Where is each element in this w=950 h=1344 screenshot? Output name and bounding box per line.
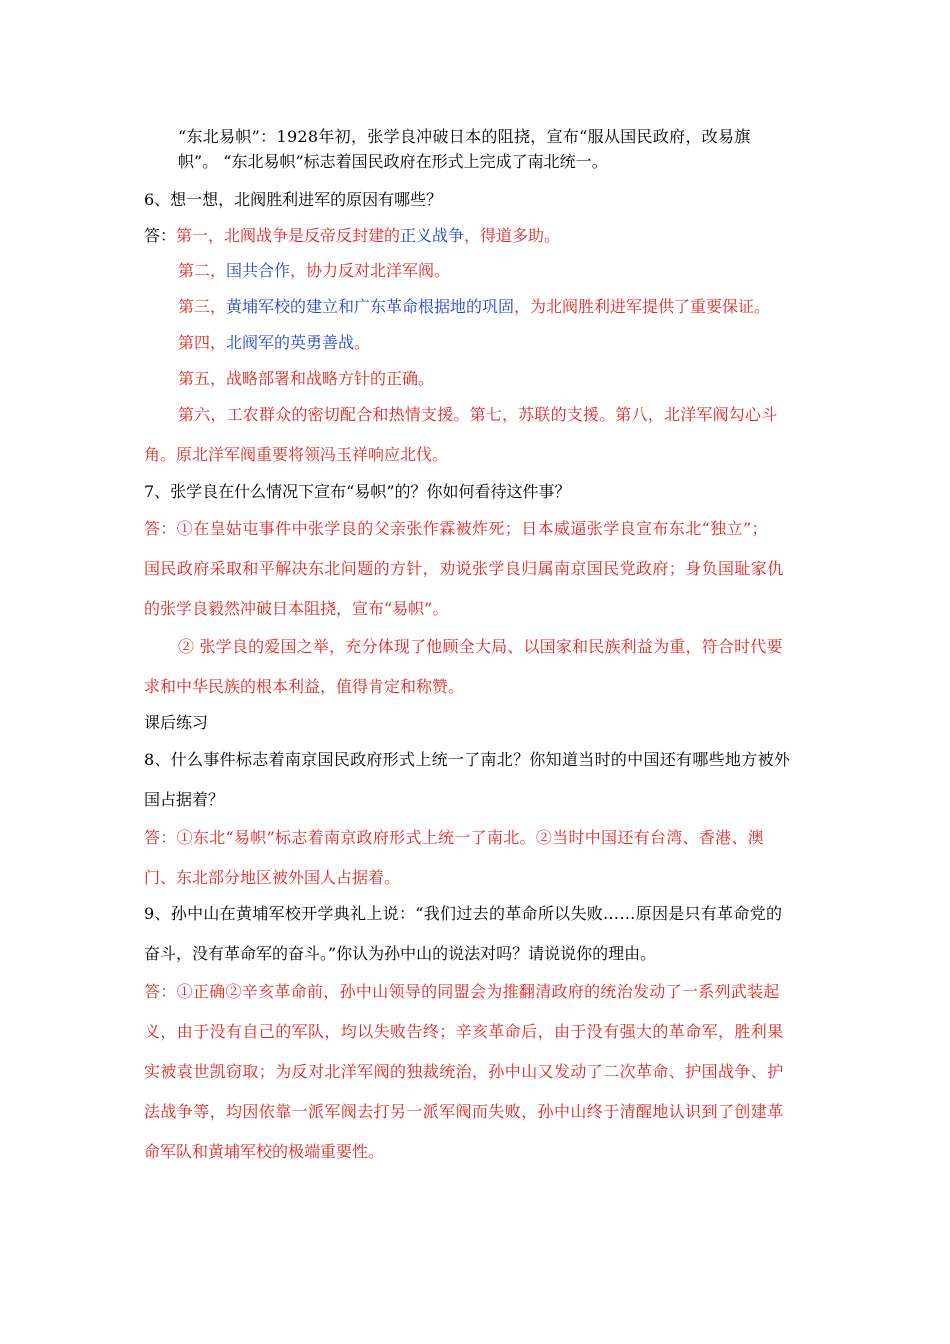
question-9-line-1: 9、孙中山在黄埔军校开学典礼上说：“我们过去的革命所以失败……原因是只有革命党的 bbox=[144, 904, 783, 923]
answer-6-line-4 bbox=[178, 332, 370, 354]
answer-6-line-6: 第六，工农群众的密切配合和热情支援。第七，苏联的支援。第八，北洋军阀勾心斗 bbox=[178, 405, 778, 424]
answer-6-highlight: 国共合作 bbox=[226, 261, 291, 280]
answer-8-line-2: 门、东北部分地区被外国人占据着。 bbox=[144, 868, 401, 887]
answer-6-line-2 bbox=[178, 260, 450, 282]
answer-7-line-4: ② 张学良的爱国之举，充分体现了他顾全大局、以国家和民族利益为重，符合时代要 bbox=[178, 637, 783, 656]
answer-6-part: 。 bbox=[354, 333, 371, 352]
answer-9-line-3: 实被袁世凯窃取；为反对北洋军阀的独裁统治，孙中山又发动了二次革命、护国战争、护 bbox=[144, 1062, 784, 1081]
answer-prefix: 答： bbox=[144, 226, 177, 245]
answer-9-line-4: 法战争等，均因依靠一派军阀去打另一派军阀而失败，孙中山终于清醒地认识到了创建革 bbox=[144, 1102, 784, 1121]
answer-8-line-1: 答：①东北“易帜”标志着南京政府形式上统一了南北。②当时中国还有台湾、香港、澳 bbox=[144, 828, 765, 847]
answer-9-line-5: 命军队和黄埔军校的极端重要性。 bbox=[144, 1142, 385, 1161]
answer-6-line-5: 第五，战略部署和战略方针的正确。 bbox=[178, 369, 435, 388]
answer-6-line-3 bbox=[178, 296, 770, 318]
answer-6-part: 第二， bbox=[178, 261, 227, 280]
answer-6-part: ，得道多助。 bbox=[464, 226, 561, 245]
answer-6-highlight: 黄埔军校的建立和广东革命根据地的巩固 bbox=[226, 297, 515, 316]
intro-line-1: “东北易帜”：1928年初，张学良冲破日本的阻挠，宣布“服从国民政府，改易旗 bbox=[178, 127, 751, 146]
answer-7-line-1: 答：①在皇姑屯事件中张学良的父亲张作霖被炸死；日本威逼张学良宣布东北“独立”； bbox=[144, 519, 768, 538]
answer-6-highlight: 正义战争 bbox=[400, 226, 465, 245]
answer-7-line-3: 的张学良毅然冲破日本阻挠，宣布“易帜”。 bbox=[144, 599, 449, 618]
answer-9-line-2: 义，由于没有自己的军队，均以失败告终；辛亥革命后，由于没有强大的革命军，胜利果 bbox=[144, 1022, 784, 1041]
answer-6-part: 第一，北阀战争是反帝反封建的 bbox=[176, 226, 401, 245]
answer-6-part: 第四， bbox=[178, 333, 227, 352]
question-6: 6、想一想，北阀胜利进军的原因有哪些？ bbox=[144, 190, 443, 209]
question-8-line-2: 国占据着？ bbox=[144, 790, 225, 809]
question-8-line-1: 8、什么事件标志着南京国民政府形式上统一了南北？你知道当时的中国还有哪些地方被外 bbox=[144, 750, 791, 769]
answer-7-line-5: 求和中华民族的根本利益，值得肯定和称赞。 bbox=[144, 677, 465, 696]
answer-6-part: 第三， bbox=[178, 297, 227, 316]
answer-6-line-7: 角。原北洋军阀重要将领冯玉祥响应北伐。 bbox=[144, 445, 449, 464]
answer-9-line-1: 答：①正确②辛亥革命前，孙中山领导的同盟会为推翻清政府的统治发动了一系列武装起 bbox=[144, 982, 780, 1001]
answer-6-part: ，协力反对北洋军阀。 bbox=[290, 261, 451, 280]
question-7: 7、张学良在什么情况下宣布“易帜”的？你如何看待这件事？ bbox=[144, 482, 571, 501]
intro-line-2: 帜”。 “东北易帜”标志着国民政府在形式上完成了南北统一。 bbox=[178, 152, 608, 171]
section-title: 课后练习 bbox=[144, 713, 209, 732]
answer-6-line-1 bbox=[144, 225, 560, 247]
answer-6-part: ，为北阀胜利进军提供了重要保证。 bbox=[514, 297, 771, 316]
answer-6-highlight: 北阀军的英勇善战 bbox=[226, 333, 355, 352]
question-9-line-2: 奋斗，没有革命军的奋斗。”你认为孙中山的说法对吗？请说说你的理由。 bbox=[144, 944, 657, 963]
answer-7-line-2: 国民政府采取和平解决东北问题的方针，劝说张学良归属南京国民党政府；身负国耻家仇 bbox=[144, 559, 784, 578]
